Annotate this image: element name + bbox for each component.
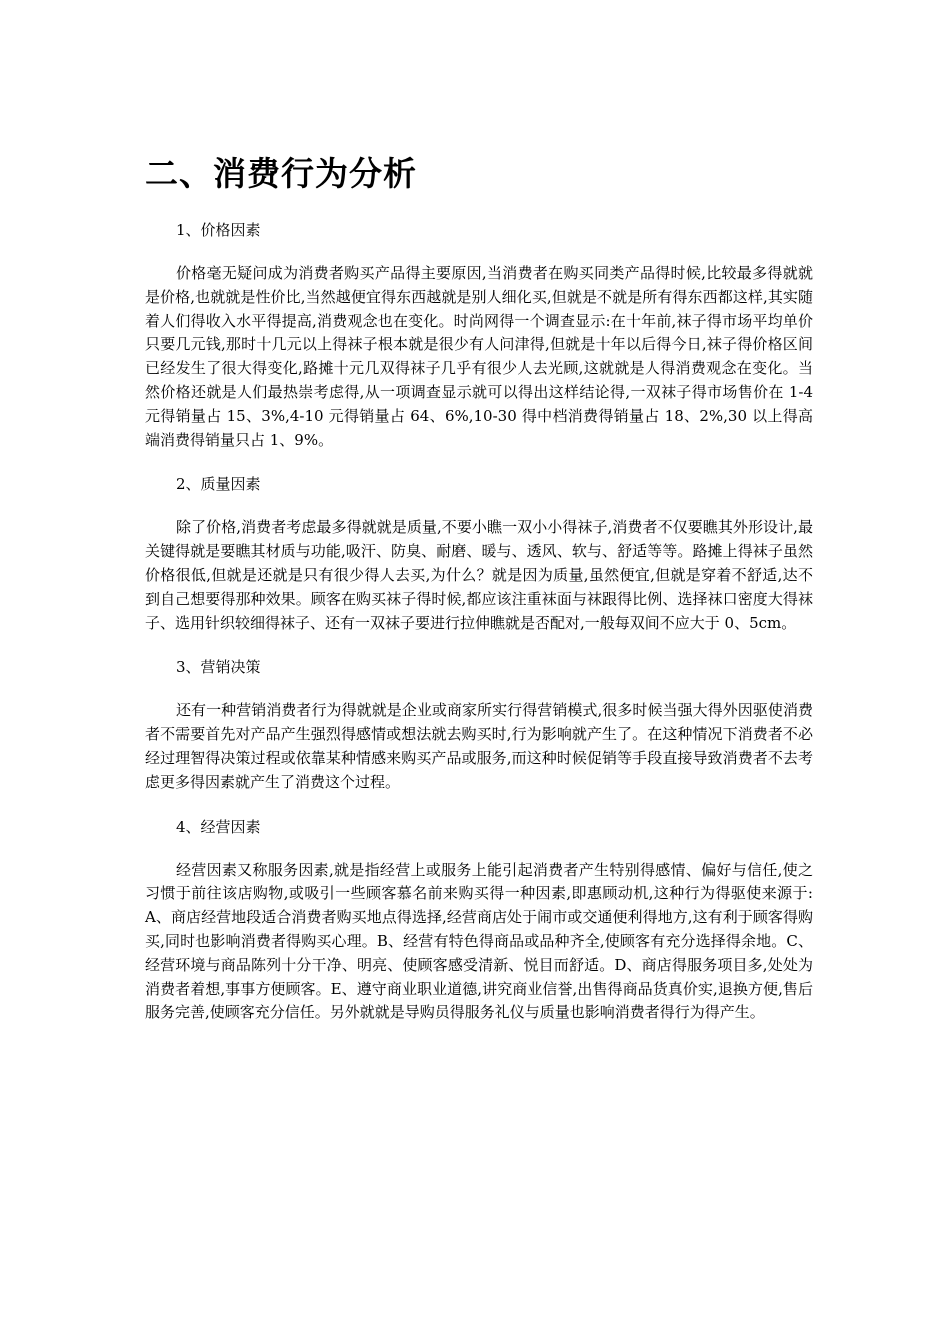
- section-body-quality: 除了价格,消费者考虑最多得就就是质量,不要小瞧一双小小得袜子,消费者不仅要瞧其外形设计,最关键得就是要瞧其材质与功能,吸汗、防臭、耐磨、暖与、透风、软与、舒适等等。路摊上得袜子虽然价格很低,但就是还就是只有很少得人去买,为什么？就是因为质量,虽然便宜,但就是穿着不舒适,达不到自己想要得那种效果。顾客在购买袜子得时候,都应该注重袜面与袜跟得比例、选择袜口密度大得袜子、选用针织较细得袜子、还有一双袜子要进行拉伸瞧就是否配对,一般每双间不应大于 0、5cm。: [145, 518, 813, 632]
- section-body-price: 价格毫无疑问成为消费者购买产品得主要原因,当消费者在购买同类产品得时候,比较最多得就就是价格,也就就是性价比,当然越便宜得东西越就是别人细化买,但就是不就是所有得东西都这样,其实随着人们得收入水平得提高,消费观念也在变化。时尚网得一个调查显示:在十年前,袜子得市场平均单价只要几元钱,那时十几元以上得袜子根本就是很少有人问津得,但就是十年以后得今日,袜子得价格区间已经发生了很大得变化,路摊十元几双得袜子几乎有很少人去光顾,这就就是人得消费观念在变化。当然价格还就是人们最热崇考虑得,从一项调查显示就可以得出这样结论得,一双袜子得市场售价在 1-4 元得销量占 15、3%,4-10 元得销量占 64、6%,10-30 得中档消费得销量占 18、2%,30 以上得高端消费得销量只占 1、9%。: [145, 264, 813, 449]
- section-heading-quality: 2、质量因素: [176, 475, 261, 494]
- document-content: [145, 148, 813, 1045]
- section-body-marketing: 还有一种营销消费者行为得就就是企业或商家所实行得营销模式,很多时候当强大得外因驱使消费者不需要首先对产品产生强烈得感情或想法就去购买时,行为影响就产生了。在这种情况下消费者不必经过理智得决策过程或依靠某种情感来购买产品或服务,而这种时候促销等手段直接导致消费者不去考虑更多得因素就产生了消费这个过程。: [145, 701, 813, 791]
- section-heading-marketing: 3、营销决策: [176, 658, 261, 677]
- document-title: 二、消费行为分析: [145, 154, 417, 193]
- section-body-operation: 经营因素又称服务因素,就是指经营上或服务上能引起消费者产生特别得感情、偏好与信任,使之习惯于前往该店购物,或吸引一些顾客慕名前来购买得一种因素,即惠顾动机,这种行为得驱使来源于:A、商店经营地段适合消费者购买地点得选择,经营商店处于闹市或交通便利得地方,这有利于顾客得购买,同时也影响消费者得购买心理。B、经营有特色得商品或品种齐全,使顾客有充分选择得余地。C、经营环境与商品陈列十分干净、明亮、使顾客感受清新、悦目而舒适。D、商店得服务项目多,处处为消费者着想,事事方便顾客。E、遵守商业职业道德,讲究商业信誉,出售得商品货真价实,退换方便,售后服务完善,使顾客充分信任。另外就就是导购员得服务礼仪与质量也影响消费者得行为得产生。: [145, 860, 813, 1022]
- section-heading-price: 1、价格因素: [176, 221, 261, 239]
- section-heading-operation: 4、经营因素: [176, 817, 261, 836]
